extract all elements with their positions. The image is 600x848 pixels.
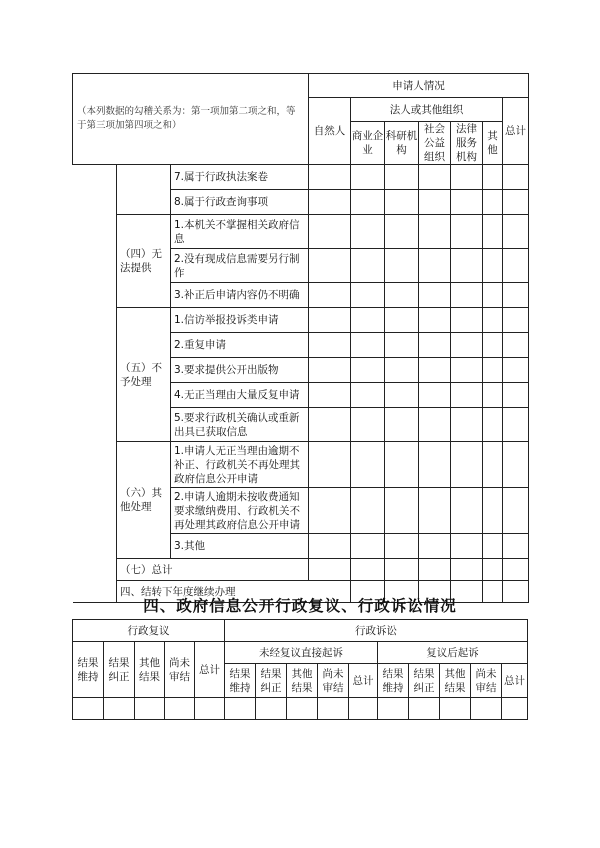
research-header: 科研机构 [385, 122, 419, 165]
direct-total: 总计 [349, 664, 378, 698]
total-header: 总计 [503, 98, 529, 165]
section4-table [72, 619, 528, 720]
review-maintain: 结果维持 [73, 642, 104, 698]
section3-table [72, 73, 529, 603]
direct-other: 其他结果 [287, 664, 318, 698]
group-label: （五）不予处理 [117, 308, 171, 442]
header-note: （本列数据的勾稽关系为：第一项加第二项之和，等于第三项加第四项之和） [73, 74, 309, 165]
after-other: 其他结果 [440, 664, 471, 698]
row-label: 8.属于行政查询事项 [171, 190, 309, 215]
direct-maintain: 结果维持 [225, 664, 256, 698]
after-correct: 结果纠正 [409, 664, 440, 698]
row-label: 2.重复申请 [171, 333, 309, 358]
review-correct: 结果纠正 [104, 642, 135, 698]
after-total: 总计 [502, 664, 528, 698]
indent-cell [73, 165, 117, 603]
row-label: 3.要求提供公开出版物 [171, 358, 309, 383]
row-label: 7.属于行政执法案卷 [171, 165, 309, 190]
after-maintain: 结果维持 [378, 664, 409, 698]
section4-title: 四、政府信息公开行政复议、行政诉讼情况 [143, 597, 457, 615]
after-pending: 尚未审结 [471, 664, 502, 698]
carry-over-label: 四、结转下年度继续办理 [117, 581, 351, 603]
row-label: 2.没有现成信息需要另行制作 [171, 249, 309, 283]
row-label: 1.信访举报投诉类申请 [171, 308, 309, 333]
after-review-header: 复议后起诉 [378, 642, 528, 664]
row-label: 5.要求行政机关确认或重新出具已获取信息 [171, 408, 309, 442]
commercial-header: 商业企业 [351, 122, 385, 165]
row-label: 3.其他 [171, 534, 309, 559]
row-label: 1.本机关不掌握相关政府信息 [171, 215, 309, 249]
row-label: 2.申请人逾期未按收费通知要求缴纳费用、行政机关不再处理其政府信息公开申请 [171, 488, 309, 534]
social-header: 社会公益组织 [419, 122, 451, 165]
direct-correct: 结果纠正 [256, 664, 287, 698]
applicant-header: 申请人情况 [309, 74, 529, 98]
legal-service-header: 法律服务机构 [451, 122, 483, 165]
admin-review-header: 行政复议 [73, 620, 225, 642]
group-blank [117, 165, 171, 215]
review-total: 总计 [195, 642, 225, 698]
row-label: 1.申请人无正当理由逾期不补正、行政机关不再处理其政府信息公开申请 [171, 442, 309, 488]
other-header: 其他 [483, 122, 503, 165]
review-other: 其他结果 [135, 642, 165, 698]
natural-person-header: 自然人 [309, 98, 351, 165]
litigation-header: 行政诉讼 [225, 620, 528, 642]
row-label: 3.补正后申请内容仍不明确 [171, 283, 309, 308]
group-label: （四）无法提供 [117, 215, 171, 308]
subtotal-label: （七）总计 [117, 559, 309, 581]
review-pending: 尚未审结 [165, 642, 195, 698]
group-label: （六）其他处理 [117, 442, 171, 559]
direct-pending: 尚未审结 [318, 664, 349, 698]
direct-suit-header: 未经复议直接起诉 [225, 642, 378, 664]
row-label: 4.无正当理由大量反复申请 [171, 383, 309, 408]
legal-org-header: 法人或其他组织 [351, 98, 503, 122]
